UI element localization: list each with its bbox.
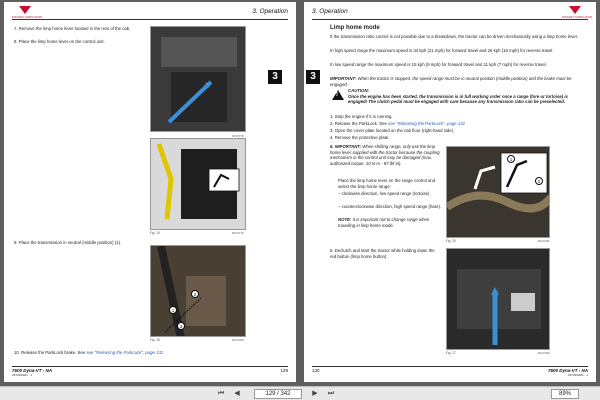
callout-1: 1 [507,155,515,163]
callout-3: 3 [177,322,185,330]
brand-name: MASSEY FERGUSON [12,15,43,19]
speed-low-paragraph: In low speed range the maximum speed is 15 kph (9 mph) for forward travel and 11 kph (7 mph) for reverse travel. [330,62,547,67]
step-10-text: 10. Release the ParkLock brake. See [14,350,87,355]
footer-model: 7600 Dyna-VT - NA [547,368,588,373]
callout-2: 2 [191,290,199,298]
step-8: 8. Place the limp home lever on the control unit. [14,39,105,44]
figure-26 [446,146,550,238]
page-130 [304,2,596,382]
step-1: 1. Stop the engine if it is running. [330,114,393,119]
section-heading: Limp home mode [330,25,380,31]
callout-2: 2 [535,177,543,185]
step-3: 3. Open the cover plate located on the cab floor (right-hand side). [330,128,455,133]
zoom-input[interactable]: 89% [551,389,579,399]
figure-26-image [447,147,550,238]
chapter-tab: 3 [268,70,282,84]
figure-23-image [151,27,246,132]
intro-paragraph: If the transmission ratio control is not possible due to a breakdown, the tractor can be driven mechanically using a limp home lever. [330,34,579,39]
page-footer [312,366,588,376]
page-number: 129 [280,368,288,373]
figure-24-code: 0017179 [232,231,244,235]
caution-block [348,88,584,105]
footer-doc-number: 4370394M1 - 1 [12,373,33,377]
previous-page-button[interactable]: ◀ [234,390,240,397]
note-label: NOTE: [338,217,352,222]
first-page-button[interactable]: ⏮ [217,390,225,397]
step-5-text: When shifting range, only use the limp home lever supplied with the tractor because the coupling mechanism in the control unit may be damaged (max. authorized torque: 10 N·m - 87 lbf·in). [330,144,440,166]
speed-high-paragraph: In high speed range the maximum speed is 34 kph (21 mph) for forward travel and 26 kph (16 mph) for reverse travel. [330,48,554,53]
figure-27-code: 0017182 [538,351,550,355]
note-text: It is important not to change range when travelling in limp home mode. [338,217,430,228]
caution-label: CAUTION: [348,88,370,93]
caution-text: Once the engine has been started, the transmission is in full working order once a range (fore or tortoise) is engaged! The clutch pedal must be engaged with care because any transmission ratio can be preselected. [348,93,568,105]
figure-24 [150,138,246,230]
step-9: 9. Place the transmission in neutral (middle position) (1). [14,240,122,245]
parklock-link[interactable]: see "Releasing the ParkLock", page 132 [388,121,465,126]
page-129 [4,2,296,382]
brand-triangle-icon [569,6,581,14]
brand-triangle-icon [19,6,31,14]
figure-27 [446,248,550,350]
page-header [312,6,593,20]
range-option-low: – clockwise direction, low speed range (tortoise) [338,191,430,196]
brand-logo [562,6,593,19]
figure-26-code: 0017181 [538,239,550,243]
note-block [338,217,442,228]
viewer-toolbar [0,386,600,400]
step-6: 6. Declutch and start the tractor while holding down the red button (limp home button). [330,248,435,259]
figure-25 [150,245,246,337]
page-number-input[interactable]: 129 / 342 [254,389,302,399]
brand-logo [12,6,43,19]
step-5 [330,144,442,166]
page-number: 130 [312,368,320,373]
range-option-high: – counterclockwise direction, high speed range (hare). [338,204,442,209]
caution-icon [332,90,344,100]
step-5b: Place the limp home lever on the range control and select the limp home range: [338,178,436,189]
chapter-tab: 3 [306,70,320,84]
parklock-link[interactable]: see "Releasing the ParkLock", page 132 [86,350,164,355]
section-title: 3. Operation [312,8,348,15]
important-label: IMPORTANT: [330,76,357,81]
figure-24-caption: Fig. 24 [150,231,160,235]
figure-26-caption: Fig. 26 [446,239,456,243]
callout-1: 1 [169,306,177,314]
figure-23-code: 0017178 [232,134,244,138]
step-5-label: 5. IMPORTANT: [330,144,362,149]
figure-25-code: 0017180 [232,338,244,342]
important-note-1 [330,76,584,87]
footer-doc-number: 4370394M1 - 1 [567,373,588,377]
step-7: 7. Remove the limp home lever located in the rear of the cab. [14,26,131,31]
brand-name: MASSEY FERGUSON [562,15,593,19]
step-2-text: 2. Release the ParkLock. See [330,121,389,126]
step-4: 4. Remove the protective plate. [330,135,390,140]
section-title: 3. Operation [252,8,288,15]
figure-27-image [447,249,550,350]
figure-23 [150,26,246,132]
footer-model: 7600 Dyna-VT - NA [12,368,53,373]
page-footer [12,366,288,376]
figure-25-caption: Fig. 25 [150,338,160,342]
figure-24-image [151,139,246,230]
last-page-button[interactable]: ⏭ [327,390,335,397]
important-text: When the tractor is stopped, the speed range must be in neutral position (middle position) and the brake must be engaged. [330,76,572,87]
step-2 [330,121,584,127]
figure-27-caption: Fig. 27 [446,351,456,355]
next-page-button[interactable]: ▶ [312,390,318,397]
page-header [12,6,288,20]
step-10 [14,350,254,356]
